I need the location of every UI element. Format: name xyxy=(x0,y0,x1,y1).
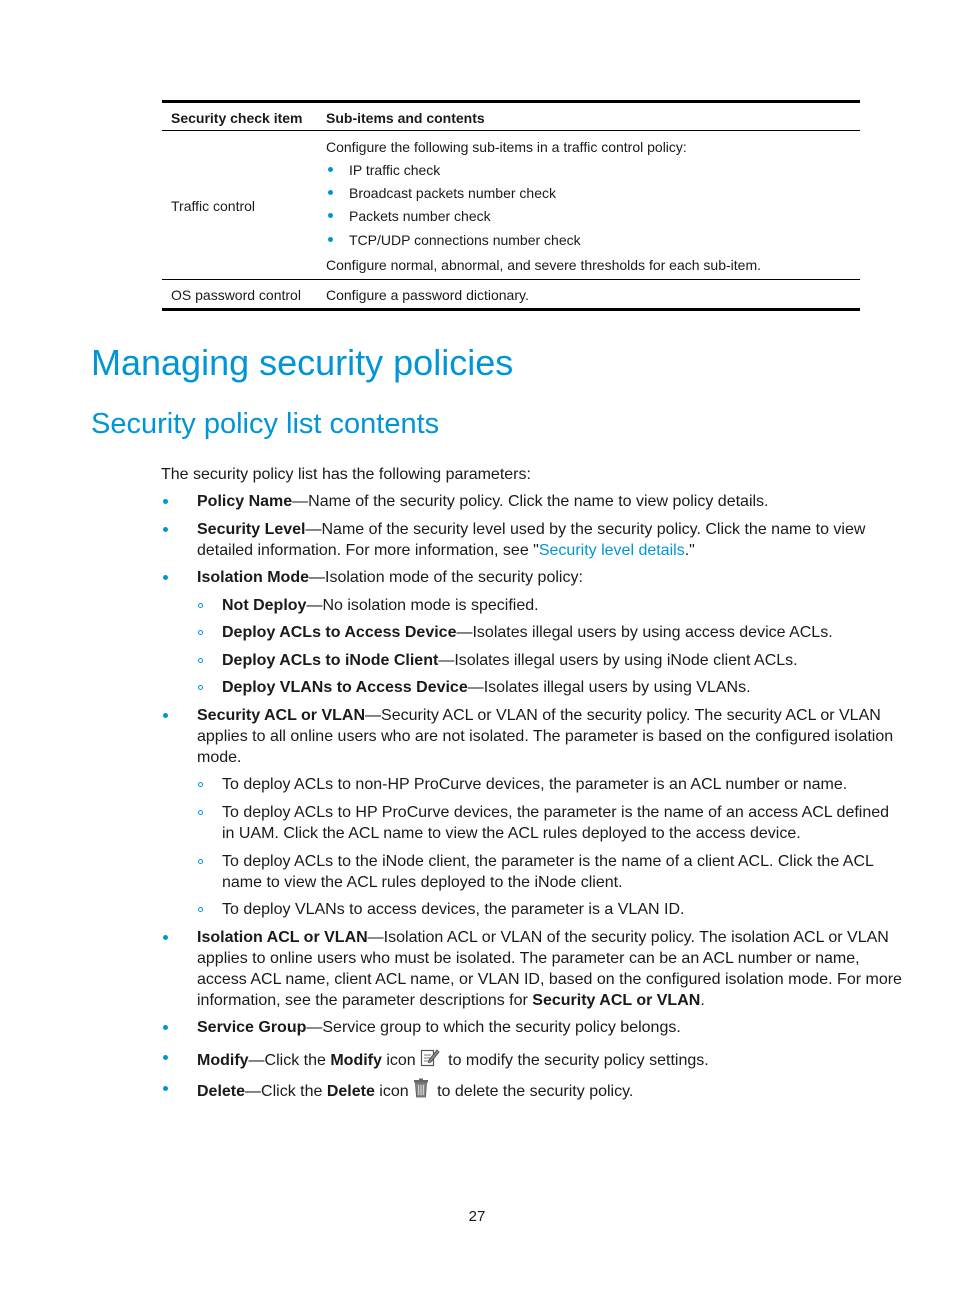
param-security-level xyxy=(197,519,865,540)
security-level-details-link[interactable]: Security level details xyxy=(538,542,685,559)
bullet-dot xyxy=(328,237,333,242)
table-header-contents: Sub-items and contents xyxy=(326,110,485,126)
desc: —Isolation ACL or VLAN of the security policy. The isolation ACL or VLAN xyxy=(367,929,889,946)
intro-text: The security policy list has the following parameters: xyxy=(161,466,531,483)
desc: to modify the security policy settings. xyxy=(443,1052,709,1069)
table-header-item: Security check item xyxy=(171,110,303,126)
bullet-dot xyxy=(163,1055,168,1060)
param-isolation-mode xyxy=(197,567,583,588)
sub-bullet xyxy=(198,859,203,864)
desc: —Isolates illegal users by using VLANs. xyxy=(467,679,751,696)
desc: detailed information. For more information, see " xyxy=(197,542,539,559)
param-isolation-acl xyxy=(197,927,889,948)
desc: —Click the xyxy=(248,1052,331,1069)
term: Security ACL or VLAN xyxy=(197,707,366,724)
trash-icon xyxy=(413,1078,429,1104)
term: Service Group xyxy=(197,1019,307,1036)
term: Isolation Mode xyxy=(197,569,309,586)
term: Security Level xyxy=(197,521,306,538)
cell-content: Configure a password dictionary. xyxy=(326,287,529,303)
term: Not Deploy xyxy=(222,597,307,614)
term: Security ACL or VLAN xyxy=(532,992,701,1009)
sub-item: To deploy ACLs to the iNode client, the parameter is the name of a client ACL. Click the ACL xyxy=(222,853,874,870)
bullet-dot xyxy=(163,1086,168,1091)
page-title: Managing security policies xyxy=(91,342,514,383)
cell-bullet: IP traffic check xyxy=(349,162,441,178)
term: Delete xyxy=(326,1083,375,1100)
edit-icon xyxy=(420,1047,440,1073)
bullet-dot xyxy=(328,167,333,172)
cell-bullet: Packets number check xyxy=(349,208,491,224)
desc: ." xyxy=(684,542,695,559)
table-header-rule xyxy=(162,130,860,131)
bullet-dot xyxy=(163,713,168,718)
sub-item-line2: in UAM. Click the ACL name to view the ACL rules deployed to the access device. xyxy=(222,825,801,842)
param-security-level-line2 xyxy=(197,540,695,561)
sub-item xyxy=(222,677,751,698)
bullet-dot xyxy=(163,499,168,504)
cell-bullet: TCP/UDP connections number check xyxy=(349,232,581,248)
bullet-dot xyxy=(163,1025,168,1030)
page-number: 27 xyxy=(468,1208,486,1225)
desc: —No isolation mode is specified. xyxy=(306,597,539,614)
bullet-dot xyxy=(328,213,333,218)
desc: —Security ACL or VLAN of the security policy. The security ACL or VLAN xyxy=(365,707,881,724)
param-security-acl xyxy=(197,705,881,726)
sub-bullet xyxy=(198,907,203,912)
term: Deploy ACLs to iNode Client xyxy=(222,652,439,669)
sub-bullet xyxy=(198,630,203,635)
term: Delete xyxy=(197,1083,246,1100)
param-line: applies to all online users who are not isolated. The parameter is based on the configured isolation xyxy=(197,728,894,745)
table-top-rule xyxy=(162,100,860,103)
sub-bullet xyxy=(198,603,203,608)
sub-bullet xyxy=(198,782,203,787)
sub-item xyxy=(222,622,833,643)
cell-item: Traffic control xyxy=(171,198,256,214)
cell-bullet: Broadcast packets number check xyxy=(349,185,556,201)
bullet-dot xyxy=(163,575,168,580)
sub-bullet xyxy=(198,810,203,815)
bullet-dot xyxy=(163,935,168,940)
section-title: Security policy list contents xyxy=(91,408,440,440)
sub-item: To deploy ACLs to non-HP ProCurve devices, the parameter is an ACL number or name. xyxy=(222,776,848,793)
desc: icon xyxy=(374,1083,409,1100)
cell-outro: Configure normal, abnormal, and severe thresholds for each sub-item. xyxy=(326,257,761,273)
desc: —Click the xyxy=(245,1083,327,1100)
desc: —Isolation mode of the security policy: xyxy=(309,569,583,586)
sub-bullet xyxy=(198,685,203,690)
table-row-rule xyxy=(162,279,860,280)
cell-intro: Configure the following sub-items in a traffic control policy: xyxy=(326,139,687,155)
sub-item: To deploy ACLs to HP ProCurve devices, the parameter is the name of an access ACL defined xyxy=(222,804,890,821)
cell-item: OS password control xyxy=(171,287,301,303)
sub-item: To deploy VLANs to access devices, the parameter is a VLAN ID. xyxy=(222,901,685,918)
term: Modify xyxy=(197,1052,249,1069)
bullet-dot xyxy=(163,527,168,532)
desc: to delete the security policy. xyxy=(432,1083,634,1100)
desc: icon xyxy=(381,1052,416,1069)
bullet-dot xyxy=(328,190,333,195)
sub-item xyxy=(222,650,798,671)
desc: —Name of the security level used by the security policy. Click the name to view xyxy=(305,521,866,538)
desc: information, see the parameter descriptions for xyxy=(197,992,533,1009)
term: Policy Name xyxy=(197,493,293,510)
term: Modify xyxy=(330,1052,382,1069)
param-delete xyxy=(197,1078,633,1104)
desc: . xyxy=(700,992,705,1009)
sub-item-line2: name to view the ACL rules deployed to the iNode client. xyxy=(222,874,623,891)
desc: —Service group to which the security policy belongs. xyxy=(306,1019,681,1036)
param-policy-name xyxy=(197,491,769,512)
desc: —Isolates illegal users by using access device ACLs. xyxy=(456,624,833,641)
term: Isolation ACL or VLAN xyxy=(197,929,368,946)
param-line xyxy=(197,990,705,1011)
param-line: mode. xyxy=(197,749,242,766)
term: Deploy VLANs to Access Device xyxy=(222,679,468,696)
param-line: applies to online users who must be isolated. The parameter can be an ACL number or name, xyxy=(197,950,860,967)
desc: —Name of the security policy. Click the name to view policy details. xyxy=(292,493,769,510)
param-line: access ACL name, client ACL name, or VLAN ID, based on the configured isolation mode. For more xyxy=(197,971,902,988)
param-service-group xyxy=(197,1017,681,1038)
param-modify xyxy=(197,1047,709,1073)
term: Deploy ACLs to Access Device xyxy=(222,624,457,641)
desc: —Isolates illegal users by using iNode client ACLs. xyxy=(438,652,798,669)
sub-item xyxy=(222,595,539,616)
sub-bullet xyxy=(198,658,203,663)
table-bottom-rule xyxy=(162,308,860,311)
